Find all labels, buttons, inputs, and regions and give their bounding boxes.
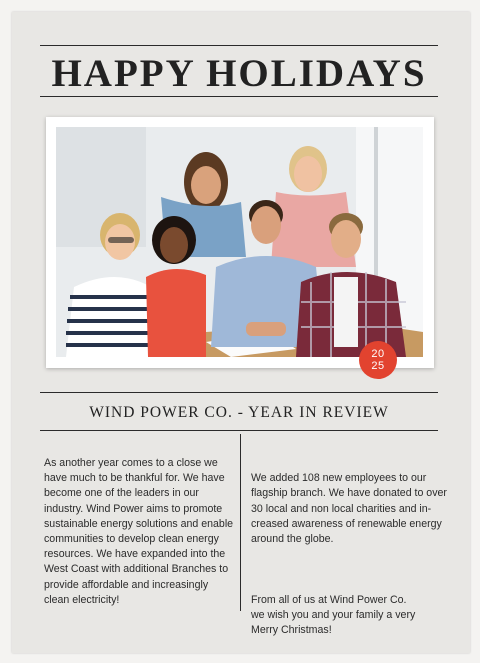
year-badge-line2: 25 bbox=[371, 360, 385, 372]
subtitle: WIND POWER CO. - YEAR IN REVIEW bbox=[89, 404, 389, 421]
top-rule bbox=[40, 45, 438, 46]
subtitle-bottom-rule bbox=[40, 430, 438, 431]
year-badge bbox=[359, 341, 397, 379]
left-column-text: As another year comes to a close we have much to be thankful for. We have become one of the leaders in our industry. Wind Power aims to promote sustainable energy solutions and enable communities to develop clean energy resources. We have expanded into the West Coast with additional Branches to provide affordable and increasingly clean electricity! bbox=[44, 457, 234, 606]
year-badge-line1: 20 bbox=[371, 348, 385, 360]
title-bottom-rule bbox=[40, 96, 438, 97]
column-divider bbox=[240, 434, 241, 611]
card-title: HAPPY HOLIDAYS bbox=[51, 52, 427, 95]
team-photo bbox=[56, 127, 423, 357]
team-photo-illustration bbox=[56, 127, 423, 357]
right-column-paragraph-2: From all of us at Wind Power Co. we wish you and your family a very Merry Christmas! bbox=[251, 593, 416, 637]
right-column bbox=[251, 456, 447, 653]
subtitle-top-rule bbox=[40, 392, 438, 393]
holiday-card bbox=[12, 12, 470, 653]
photo-frame bbox=[46, 117, 434, 368]
right-column-paragraph-1: We added 108 new employees to our flagship branch. We have donated to over 30 local and non local charities and in- creased awareness of renewable energy around the globe. bbox=[251, 472, 447, 546]
